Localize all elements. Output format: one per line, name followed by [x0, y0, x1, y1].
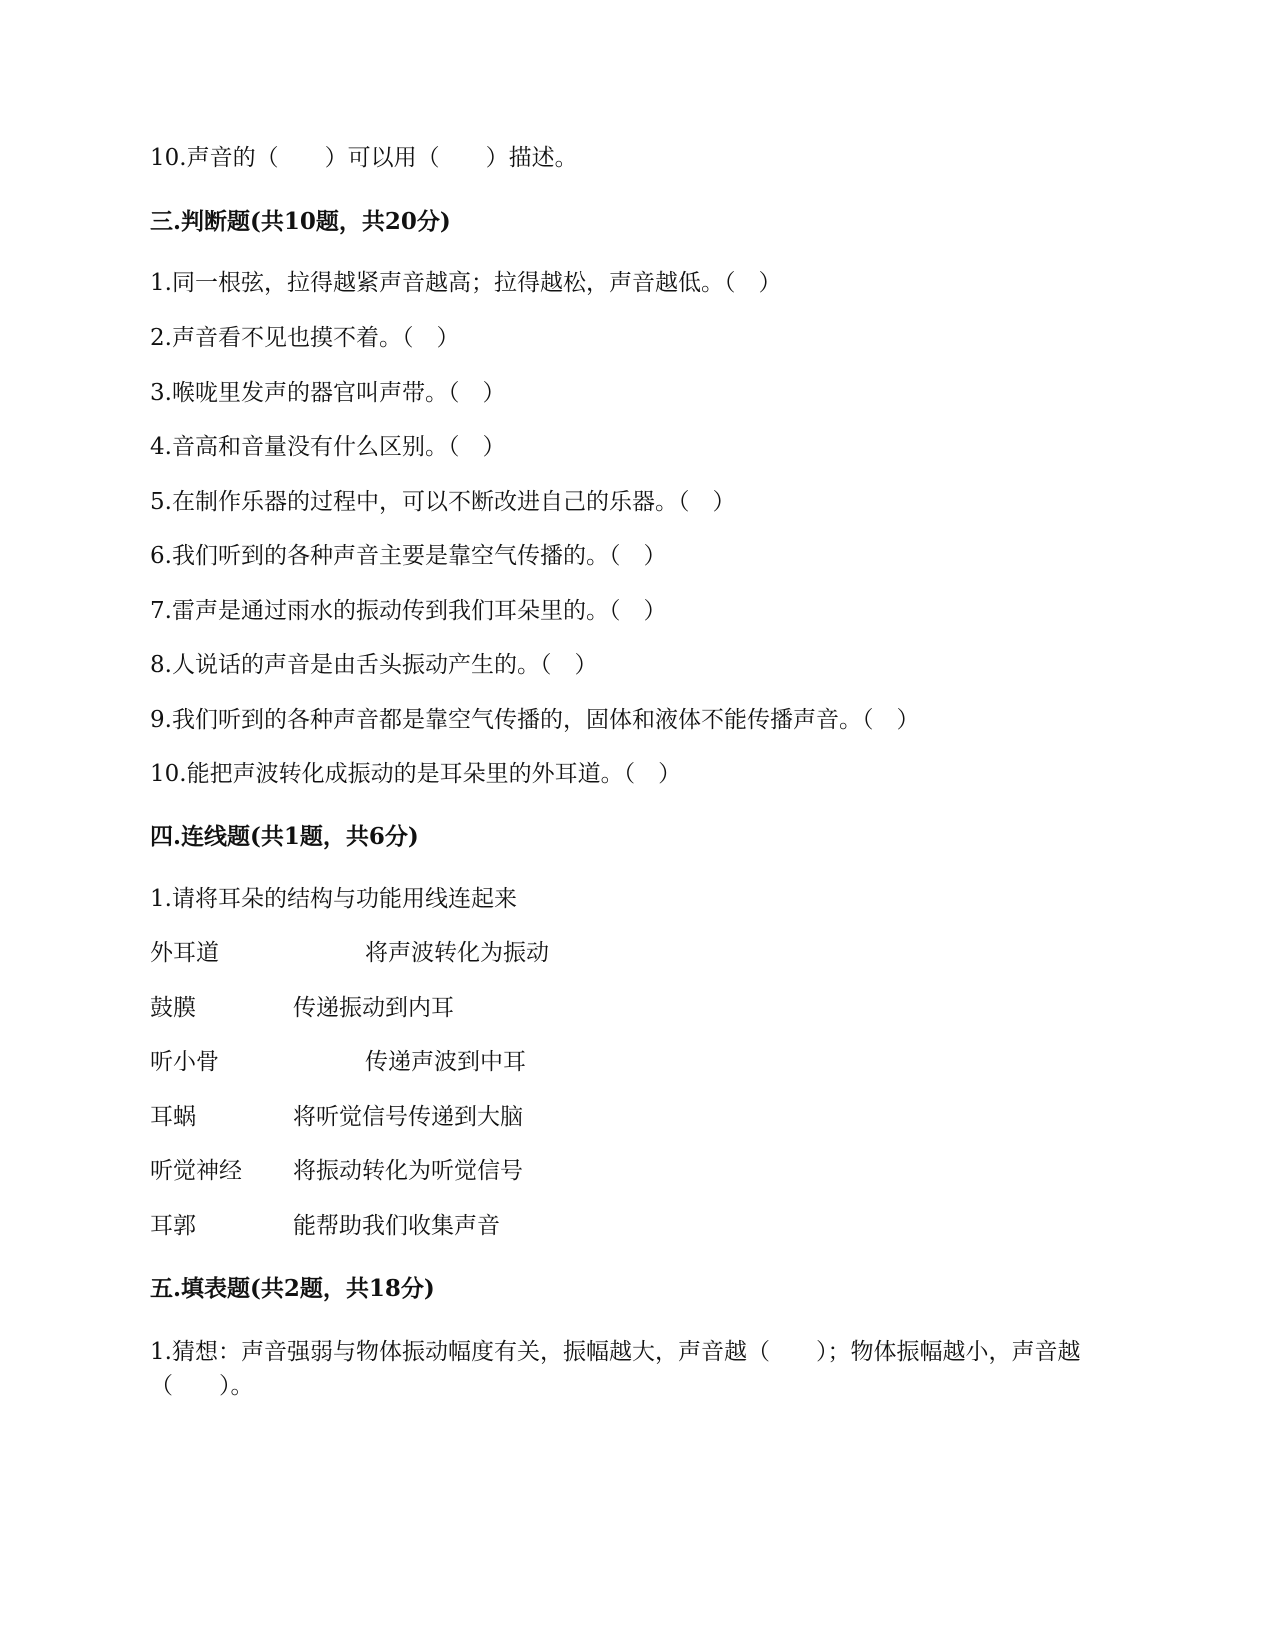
judgment-question-4: 4.音高和音量没有什么区别。（ ） [150, 434, 506, 460]
judgment-question-3: 3.喉咙里发声的器官叫声带。（ ） [150, 380, 506, 406]
judgment-question-7: 7.雷声是通过雨水的振动传到我们耳朵里的。（ ） [150, 598, 667, 624]
matching-right-item: 传递振动到内耳 [293, 995, 454, 1021]
matching-left-item: 耳郭 [150, 1213, 196, 1239]
judgment-question-1: 1.同一根弦，拉得越紧声音越高；拉得越松，声音越低。（ ） [150, 270, 782, 296]
matching-left-item: 听小骨 [150, 1049, 219, 1075]
question-fill-blank-10: 10.声音的（ ）可以用（ ）描述。 [150, 145, 578, 171]
matching-left-item: 听觉神经 [150, 1158, 242, 1184]
matching-left-item: 鼓膜 [150, 995, 196, 1021]
judgment-question-5: 5.在制作乐器的过程中，可以不断改进自己的乐器。（ ） [150, 489, 736, 515]
judgment-question-2: 2.声音看不见也摸不着。（ ） [150, 325, 460, 351]
judgment-question-6: 6.我们听到的各种声音主要是靠空气传播的。（ ） [150, 543, 667, 569]
matching-question-1: 1.请将耳朵的结构与功能用线连起来 [150, 886, 517, 912]
judgment-question-9: 9.我们听到的各种声音都是靠空气传播的，固体和液体不能传播声音。（ ） [150, 707, 920, 733]
matching-left-item: 耳蜗 [150, 1104, 196, 1130]
judgment-question-10: 10.能把声波转化成振动的是耳朵里的外耳道。（ ） [150, 761, 682, 787]
matching-right-item: 将声波转化为振动 [365, 940, 549, 966]
fill-table-question-1: 1.猜想：声音强弱与物体振动幅度有关，振幅越大，声音越（ ）；物体振幅越小，声音越（ ）。 [150, 1339, 1081, 1399]
matching-right-item: 传递声波到中耳 [365, 1049, 526, 1075]
section-title-fill-table: 五.填表题(共2题，共18分) [150, 1275, 435, 1302]
section-title-matching: 四.连线题(共1题，共6分) [150, 823, 419, 850]
judgment-question-8: 8.人说话的声音是由舌头振动产生的。（ ） [150, 652, 598, 678]
matching-right-item: 能帮助我们收集声音 [293, 1213, 500, 1239]
matching-left-item: 外耳道 [150, 940, 219, 966]
matching-right-item: 将振动转化为听觉信号 [293, 1158, 523, 1184]
matching-right-item: 将听觉信号传递到大脑 [293, 1104, 523, 1130]
section-title-judgment: 三.判断题(共10题，共20分) [150, 208, 451, 235]
